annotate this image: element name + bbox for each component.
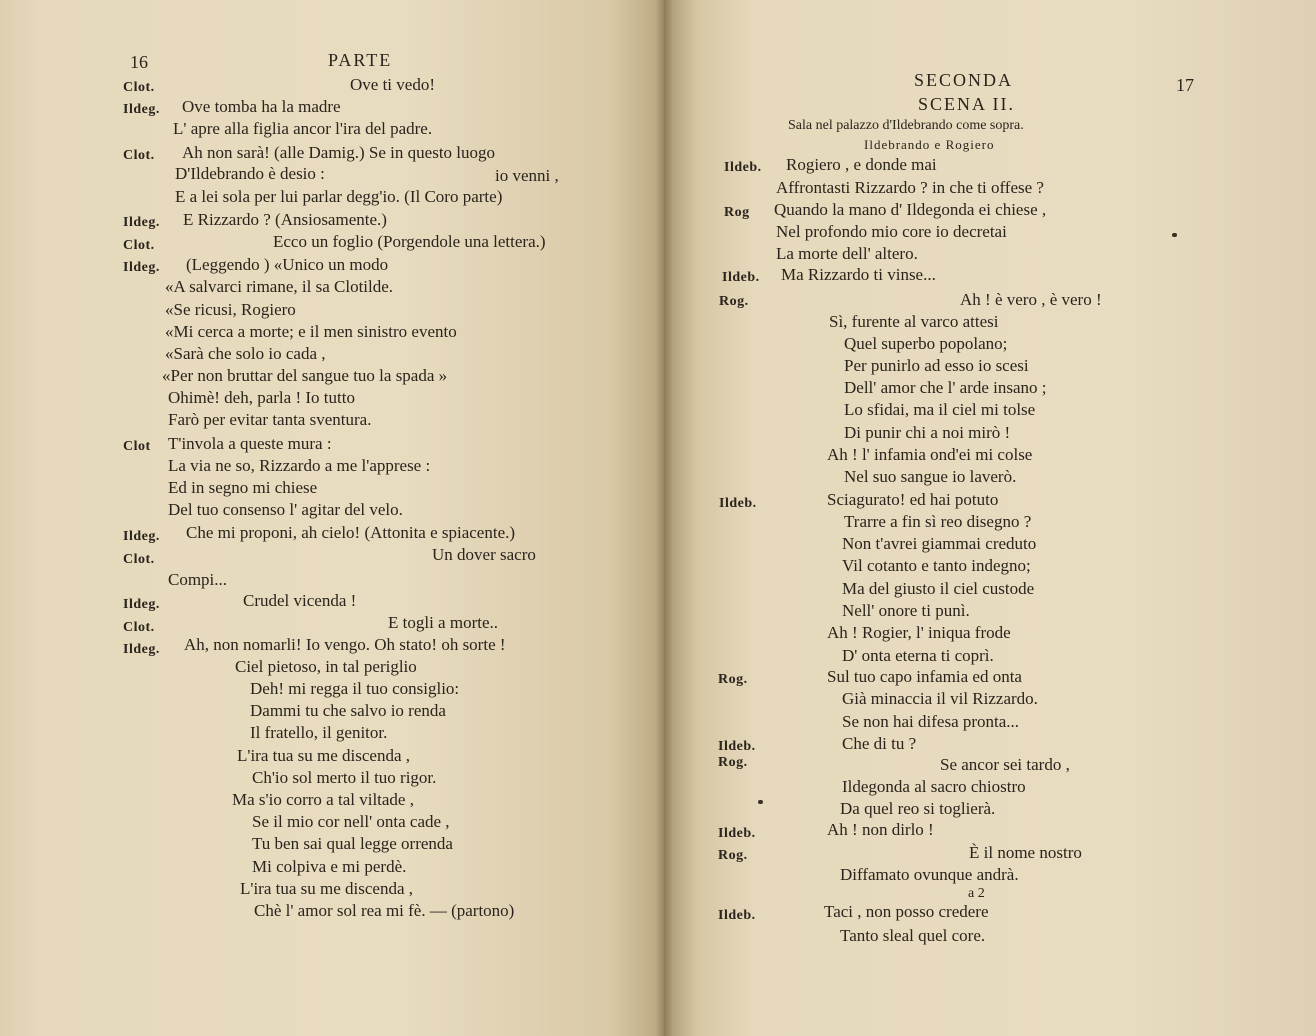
ink-speck [1172, 233, 1177, 237]
verse-line: Vil cotanto e tanto indegno; [842, 556, 1031, 575]
speaker: Ildeb. [718, 739, 756, 754]
verse-line: La via ne so, Rizzardo a me l'apprese : [168, 456, 431, 475]
speaker: Ildeb. [719, 496, 757, 511]
speaker: Rog. [718, 672, 748, 687]
verse-line: Affrontasti Rizzardo ? in che ti offese ? [776, 178, 1044, 197]
verse-line: T'invola a queste mura : [168, 434, 332, 453]
speaker: Ildeg. [123, 529, 160, 544]
verse-line: Ohimè! deh, parla ! Io tutto [168, 388, 355, 407]
verse-line: Il fratello, il genitor. [250, 723, 388, 742]
verse-line: D' onta eterna ti coprì. [842, 646, 994, 665]
running-head: PARTE [328, 50, 393, 70]
verse-line: L'ira tua su me discenda , [237, 746, 411, 765]
verse-line: Se non hai difesa pronta... [842, 712, 1020, 731]
verse-line: Ah non sarà! (alle Damig.) Se in questo luogo [182, 143, 496, 162]
verse-line: Sciagurato! ed hai potuto [827, 490, 999, 509]
right-page [664, 0, 1316, 1036]
verse-line: Ma Rizzardo ti vinse... [781, 265, 936, 284]
verse-line: Lo sfidai, ma il ciel mi tolse [844, 400, 1036, 419]
verse-line: Già minaccia il vil Rizzardo. [842, 689, 1038, 708]
speaker: Clot [123, 439, 151, 454]
speaker: Rog. [719, 294, 749, 309]
verse-line: Dammi tu che salvo io renda [250, 701, 446, 720]
speaker: Ildeb. [722, 270, 760, 285]
verse-line: (Leggendo ) «Unico un modo [186, 255, 389, 274]
book-gutter [655, 0, 673, 1036]
verse-line: Ildegonda al sacro chiostro [842, 777, 1026, 796]
verse-line: Trarre a fin sì reo disegno ? [844, 512, 1032, 531]
verse-line: È il nome nostro [969, 843, 1082, 862]
verse-line: Deh! mi regga il tuo consiglio: [250, 679, 460, 698]
speaker: Clot. [123, 80, 155, 95]
verse-line: Se ancor sei tardo , [940, 755, 1070, 774]
verse-line: Ah ! è vero , è vero ! [960, 290, 1102, 309]
verse-line: «A salvarci rimane, il sa Clotilde. [165, 277, 394, 296]
verse-line: Crudel vicenda ! [243, 591, 357, 610]
verse-line: Che mi proponi, ah cielo! (Attonita e spiacente.) [186, 523, 516, 542]
verse-line: Un dover sacro [432, 545, 536, 564]
verse-line: E Rizzardo ? (Ansiosamente.) [183, 210, 387, 229]
verse-line: «Mi cerca a morte; e il men sinistro evento [165, 322, 457, 341]
verse-line: Tanto sleal quel core. [840, 926, 986, 945]
verse-line: Nell' onore ti punì. [842, 601, 970, 620]
verse-line: Ah, non nomarli! Io vengo. Oh stato! oh sorte ! [184, 635, 506, 654]
verse-line: Ove ti vedo! [350, 75, 435, 94]
verse-line: Ma del giusto il ciel custode [842, 579, 1035, 598]
verse-line: Farò per evitar tanta sventura. [168, 410, 372, 429]
verse-line: Che di tu ? [842, 734, 917, 753]
verse-line: Da quel reo si toglierà. [840, 799, 996, 818]
verse-line: D'Ildebrando è desio : [175, 164, 325, 183]
verse-line: Ciel pietoso, in tal periglio [235, 657, 417, 676]
ink-speck [758, 800, 763, 804]
stage-setting: Sala nel palazzo d'Ildebrando come sopra. [788, 118, 1024, 133]
verse-line: Compi... [168, 570, 228, 589]
speaker: Clot. [123, 552, 155, 567]
verse-line: Chè l' amor sol rea mi fè. — (partono) [254, 901, 515, 920]
speaker: Rog [724, 205, 750, 220]
speaker: Ildeg. [123, 102, 160, 117]
speaker: Clot. [123, 148, 155, 163]
scene-heading: SCENA II. [918, 94, 1016, 114]
verse-line: Rogiero , e donde mai [786, 155, 937, 174]
verse-line: L' apre alla figlia ancor l'ira del padre. [173, 119, 433, 138]
page-number: 16 [130, 52, 148, 72]
verse-line: E togli a morte.. [388, 613, 499, 632]
speaker: Ildeb. [718, 908, 756, 923]
verse-line: Diffamato ovunque andrà. [840, 865, 1019, 884]
verse-line: Del tuo consenso l' agitar del velo. [168, 500, 403, 519]
verse-line: Nel suo sangue io laverò. [844, 467, 1017, 486]
verse-line: Sì, furente al varco attesi [829, 312, 999, 331]
verse-line: Quando la mano d' Ildegonda ei chiese , [774, 200, 1047, 219]
speaker: Clot. [123, 620, 155, 635]
verse-line: Ecco un foglio (Porgendole una lettera.) [273, 232, 546, 251]
speaker: Ildeb. [724, 160, 762, 175]
verse-line: Mi colpiva e mi perdè. [252, 857, 407, 876]
speaker: Ildeg. [123, 215, 160, 230]
verse-line: Quel superbo popolano; [844, 334, 1008, 353]
speaker: Ildeb. [718, 826, 756, 841]
speaker: Ildeg. [123, 642, 160, 657]
verse-line: Tu ben sai qual legge orrenda [252, 834, 453, 853]
verse-line: Per punirlo ad esso io scesi [844, 356, 1029, 375]
verse-line: Non t'avrei giammai creduto [842, 534, 1037, 553]
page-number: 17 [1176, 75, 1194, 95]
verse-line: Taci , non posso credere [824, 902, 989, 921]
verse-line: Di punir chi a noi mirò ! [844, 423, 1011, 442]
verse-line: Ah ! l' infamia ond'ei mi colse [827, 445, 1033, 464]
verse-line: «Per non bruttar del sangue tuo la spada » [162, 366, 448, 385]
verse-line: Dell' amor che l' arde insano ; [844, 378, 1047, 397]
verse-line: io venni , [495, 166, 559, 185]
verse-line: Nel profondo mio core io decretai [776, 222, 1007, 241]
speaker: Ildeg. [123, 260, 160, 275]
verse-line: E a lei sola per lui parlar degg'io. (Il Coro parte) [175, 187, 503, 206]
verse-line: Ove tomba ha la madre [182, 97, 341, 116]
verse-line: Ma s'io corro a tal viltade , [232, 790, 414, 809]
speaker: Ildeg. [123, 597, 160, 612]
verse-line: Sul tuo capo infamia ed onta [827, 667, 1022, 686]
speaker: Rog. [718, 848, 748, 863]
character-list: Ildebrando e Rogiero [864, 137, 995, 152]
verse-line: Ah ! Rogier, l' iniqua frode [827, 623, 1011, 642]
verse-line: a 2 [968, 886, 985, 901]
speaker: Clot. [123, 238, 155, 253]
verse-line: «Se ricusi, Rogiero [165, 300, 296, 319]
verse-line: Se il mio cor nell' onta cade , [252, 812, 450, 831]
running-head: SECONDA [914, 70, 1014, 90]
speaker: Rog. [718, 755, 748, 770]
verse-line: Ah ! non dirlo ! [827, 820, 934, 839]
verse-line: Ed in segno mi chiese [168, 478, 318, 497]
verse-line: La morte dell' altero. [776, 244, 918, 263]
verse-line: Ch'io sol merto il tuo rigor. [252, 768, 437, 787]
verse-line: «Sarà che solo io cada , [165, 344, 326, 363]
verse-line: L'ira tua su me discenda , [240, 879, 414, 898]
